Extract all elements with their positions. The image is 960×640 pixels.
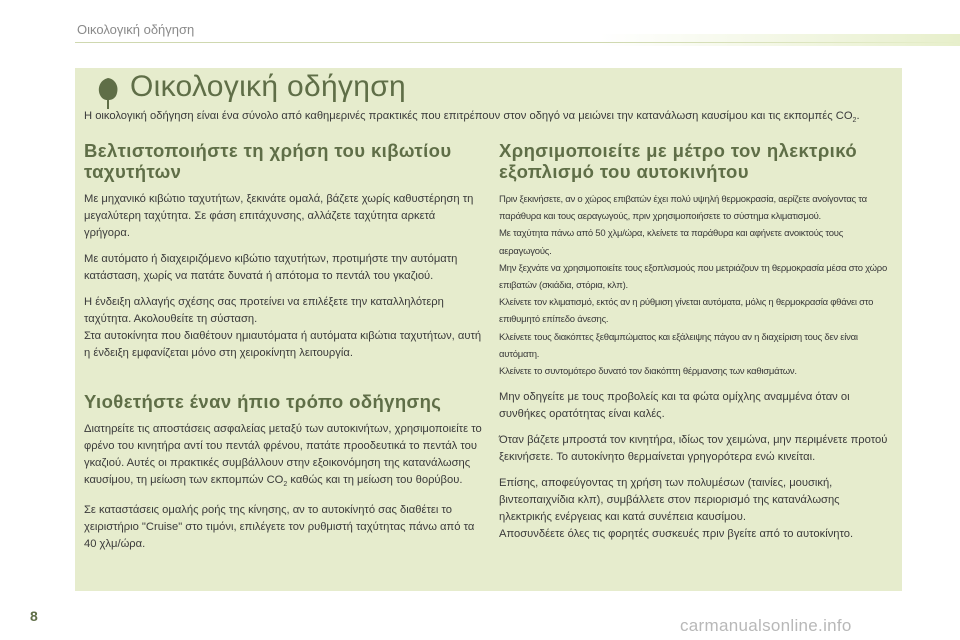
gearbox-automatic-paragraph: Με αυτόματο ή διαχειριζόμενο κιβώτιο ταχυτήτων, προτιμήστε την αυτόματη κατάσταση, χωρίς να πατάτε δυνατά ή απότομα το πεντάλ του γκαζιού.: [84, 253, 458, 282]
page-number: 8: [30, 608, 38, 624]
air-conditioning-tip: Κλείνετε τον κλιματισμό, εκτός αν η ρύθμιση γίνεται αυτόματα, μόλις η θερμοκρασία φθάνει στο επιθυμητό επίπεδο άνεσης.: [499, 297, 874, 326]
gearbox-heading: Βελτιστοποιήστε τη χρήση του κιβωτίου ταχυτήτων: [84, 140, 452, 182]
climate-tips: [499, 191, 891, 380]
watermark-text: carmanualsonline.info: [680, 616, 852, 635]
smooth-driving-heading: Υιοθετήστε έναν ήπιο τρόπο οδήγησης: [84, 391, 442, 412]
ventilation-tip: Πριν ξεκινήσετε, αν ο χώρος επιβατών έχει πολύ υψηλή θερμοκρασία, αερίζετε ανοίγοντας τα παράθυρα και τους αεραγωγούς, πριν χρησιμοποιήσετε το σύστημα κλιματισμού.: [499, 194, 867, 223]
running-header: Οικολογική οδήγηση: [77, 22, 195, 37]
leaf-icon: [95, 76, 121, 110]
intro-text: Η οικολογική οδήγηση είναι ένα σύνολο από καθημερινές πρακτικές που επιτρέπουν στον οδηγό να μειώνει την κατανάλωση καυσίμου και τις εκπομπές $CO_2$.: [84, 110, 860, 125]
defrost-tip: Κλείνετε τους διακόπτες ξεθαμπώματος και εξάλειψης πάγου αν η διαχείριση τους δεν είναι αυτόματη.: [499, 331, 858, 360]
multimedia-paragraph: Επίσης, αποφεύγοντας τη χρήση των πολυμέσων (ταινίες, μουσική, βιντεοπαιχνίδια κλπ), συμβάλλετε στον περιορισμό της κατανάλωσης ηλεκτρικής ενέργειας και κατά συνέπεια καυσίμου.: [499, 477, 840, 524]
electrical-equipment-heading: Χρησιμοποιείτε με μέτρο τον ηλεκτρικό εξοπλισμό του αυτοκινήτου: [499, 140, 858, 182]
gearbox-manual-paragraph: Με μηχανικό κιβώτιο ταχυτήτων, ξεκινάτε ομαλά, βάζετε χωρίς καθυστέρηση τη μεγαλύτερη ταχύτητα. Σε φάση επιτάχυνσης, αλλάζετε ταχύτητα αρκετά γρήγορα.: [84, 193, 474, 239]
seat-heating-tip: Κλείνετε το συντομότερο δυνατό τον διακόπτη θέρμανσης των καθισμάτων.: [499, 366, 797, 378]
cruise-control-paragraph: Σε καταστάσεις ομαλής ροής της κίνησης, αν το αυτοκίνητό σας διαθέτει το χειριστήριο "Cruise" στο τιμόνι, επιλέγετε τον ρυθμιστή ταχύτητας πάνω από τα 40 χλμ/ώρα.: [84, 504, 475, 551]
safety-distance-paragraph: Διατηρείτε τις αποστάσεις ασφαλείας μεταξύ των αυτοκινήτων, χρησιμοποιείτε το φρένο του κινητήρα αντί του πεντάλ φρένου, πατάτε προοδευτικά το πεντάλ του γκαζιού. Αυτές οι πρακτικές συμβάλλουν στην εξοικονόμηση της κατανάλωσης καυσίμου, τη μείωση των εκπομπών $CO_2$ καθώς και τη μείωση του θορύβου.: [84, 423, 482, 489]
left-column: [84, 140, 484, 562]
portable-devices-paragraph: Αποσυνδέετε όλες τις φορητές συσκευές πριν βγείτε από το αυτοκίνητο.: [499, 528, 854, 541]
header-fade: [600, 34, 960, 46]
gear-indicator-paragraph: Η ένδειξη αλλαγής σχέσης σας προτείνει να επιλέξετε την καταλληλότερη ταχύτητα. Ακολουθείτε τη σύσταση.: [84, 296, 444, 325]
right-column: [499, 140, 891, 552]
engine-warmup-paragraph: Όταν βάζετε μπροστά τον κινητήρα, ιδίως τον χειμώνα, μην περιμένετε προτού ξεκινήσετε. Το αυτοκίνητο θερμαίνεται γρηγορότερα ενώ κινείται.: [499, 434, 888, 464]
gear-indicator-note: Στα αυτοκίνητα που διαθέτουν ημιαυτόματα ή αυτόματα κιβώτια ταχυτήτων, αυτή η ένδειξη εμφανίζεται μόνο στη χειροκίνητη λειτουργία.: [84, 330, 482, 359]
section-title: Οικολογική οδήγηση: [130, 70, 407, 103]
headlamps-paragraph: Μην οδηγείτε με τους προβολείς και τα φώτα ομίχλης αναμμένα όταν οι συνθήκες ορατότητας είναι καλές.: [499, 391, 850, 421]
sunblind-tip: Μην ξεχνάτε να χρησιμοποιείτε τους εξοπλισμούς που μετριάζουν τη θερμοκρασία μέσα στο χώρο επιβατών (σκιάδια, στόρια, κλπ).: [499, 262, 887, 292]
windows-tip: Με ταχύτητα πάνω από 50 χλμ/ώρα, κλείνετε τα παράθυρα και αφήνετε ανοικτούς τους αεραγωγούς.: [499, 228, 844, 257]
